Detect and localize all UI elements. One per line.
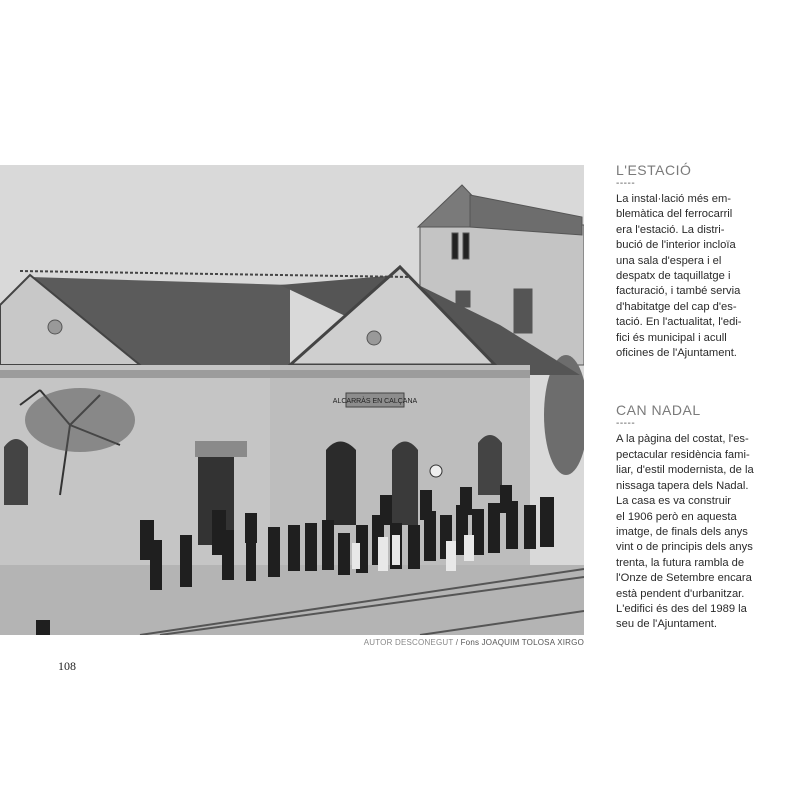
text-line: tació. En l'actualitat, l'edi- <box>616 316 742 329</box>
text-line: oficines de l'Ajuntament. <box>616 347 737 360</box>
page-number: 108 <box>58 659 76 673</box>
text-line: A la pàgina del costat, l'es- <box>616 433 749 446</box>
text-line: una sala d'espera i el <box>616 254 722 267</box>
photo-credit-separator: / <box>453 638 461 647</box>
photo-credit <box>0 638 584 647</box>
photo-author: AUTOR DESCONEGUT <box>363 638 454 647</box>
section-text <box>616 192 788 361</box>
text-line: seu de l'Ajuntament. <box>616 618 718 631</box>
section-rule: ----- <box>616 178 636 189</box>
caption-section-can-nadal <box>616 402 788 632</box>
text-line: bució de l'interior incloïa <box>616 239 736 252</box>
text-line: vint o de principis dels anys <box>616 541 753 554</box>
text-line: nissaga tapera dels Nadal. <box>616 479 749 492</box>
text-line: trenta, la futura rambla de <box>616 556 745 569</box>
section-title: L'ESTACIÓ <box>616 162 692 178</box>
historic-station-photo <box>0 165 584 635</box>
text-line: facturació, i també servia <box>616 285 741 298</box>
section-rule: ----- <box>616 418 636 430</box>
text-line: era l'estació. La distri- <box>616 223 725 236</box>
station-photo-illustration <box>0 165 584 635</box>
caption-sidebar <box>616 162 788 633</box>
text-line: imatge, de finals dels anys <box>616 525 748 538</box>
section-text <box>616 432 788 632</box>
text-line: La instal·lació més em- <box>616 193 732 205</box>
text-line: liar, d'estil modernista, de la <box>616 464 754 477</box>
text-line: d'habitatge del cap d'es- <box>616 300 737 313</box>
text-line: despatx de taquillatge i <box>616 270 731 283</box>
text-line: fici és municipal i acull <box>616 331 727 344</box>
text-line: el 1906 però en aquesta <box>616 510 737 523</box>
caption-section-estacio <box>616 162 788 361</box>
text-line: pectacular residència fami- <box>616 448 750 461</box>
text-line: La casa es va construir <box>616 495 732 508</box>
photo-collection: Fons JOAQUIM TOLOSA XIRGO <box>460 638 584 647</box>
text-line: està pendent d'urbanitzar. <box>616 587 745 600</box>
text-line: l'Onze de Setembre encara <box>616 572 752 585</box>
section-title: CAN NADAL <box>616 402 701 419</box>
station-sign: ALCARRÀS EN CALÇANA <box>332 398 418 405</box>
text-line: blemàtica del ferrocarril <box>616 208 733 221</box>
text-line: L'edifici és des del 1989 la <box>616 602 747 615</box>
